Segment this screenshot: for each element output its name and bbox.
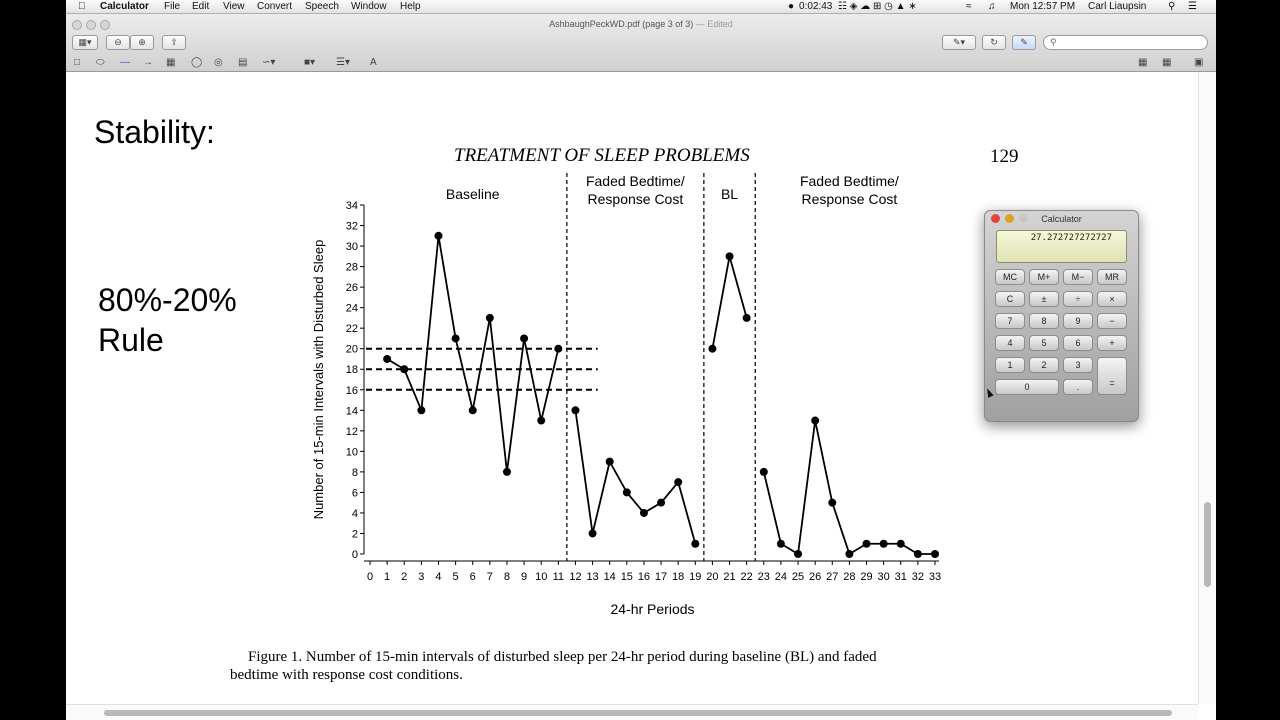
edited-indicator: — Edited (695, 19, 733, 29)
data-point (520, 334, 528, 342)
volume-icon[interactable]: ♫ (988, 1, 996, 12)
calc-key[interactable]: 1 (995, 357, 1025, 373)
calc-key[interactable]: 9 (1063, 313, 1093, 329)
calc-key[interactable]: 3 (1063, 357, 1093, 373)
search-input[interactable] (1043, 35, 1208, 50)
data-point (931, 550, 939, 558)
menu-speech[interactable]: Speech (305, 1, 339, 12)
text-selection-icon[interactable]: ▦ (1138, 57, 1148, 68)
x-tick-label: 33 (928, 571, 942, 583)
data-point (828, 499, 836, 507)
horizontal-scroll-thumb[interactable] (104, 710, 1172, 716)
caption-line-2: bedtime with response cost conditions. (230, 667, 463, 683)
x-tick-label: 5 (452, 571, 459, 583)
text-box-tool-icon[interactable]: ▦ (166, 57, 176, 68)
calc-key[interactable]: ± (1029, 291, 1059, 307)
status-icons[interactable]: ☷ ◈ ☁ ⊞ ◷ ▲ ∗ (838, 1, 917, 12)
window-titlebar (66, 14, 1216, 72)
note-tool-icon[interactable]: ▤ (238, 57, 248, 68)
pdf-page (66, 72, 1198, 704)
x-tick-label: 29 (860, 571, 873, 583)
menu-convert[interactable]: Convert (257, 1, 293, 12)
line-style-tool-icon[interactable]: ☰▾ (336, 57, 350, 68)
x-tick-label: 4 (435, 571, 442, 583)
y-tick-label: 26 (345, 282, 358, 295)
x-tick-label: 7 (486, 571, 493, 583)
rotate-button[interactable]: ↻ (982, 35, 1006, 50)
data-point (674, 478, 682, 486)
data-point (589, 529, 597, 537)
data-point (897, 540, 905, 548)
vertical-scrollbar[interactable] (1198, 72, 1216, 704)
menu-edit[interactable]: Edit (192, 1, 210, 12)
arrow-tool-icon[interactable]: → (143, 57, 153, 68)
data-point (845, 550, 853, 558)
data-point (914, 550, 922, 558)
data-point (417, 406, 425, 414)
menubar-clock[interactable]: Mon 12:57 PM (1010, 1, 1076, 12)
calculator-window[interactable] (984, 210, 1139, 422)
x-tick-label: 20 (706, 571, 719, 583)
rule-label: Rule (98, 322, 164, 358)
spotlight-icon[interactable]: ⚲ (1168, 1, 1176, 12)
x-tick-label: 14 (603, 571, 616, 583)
figure-heading: TREATMENT OF SLEEP PROBLEMS (454, 145, 750, 166)
calc-key[interactable]: 5 (1029, 335, 1059, 351)
speech-bubble-tool-icon[interactable]: ◯ (191, 57, 203, 68)
calc-key[interactable]: 0 (995, 379, 1059, 395)
markup-pen-button[interactable]: ✎▾ (942, 35, 976, 50)
calc-key[interactable]: − (1097, 313, 1127, 329)
y-tick-label: 20 (345, 343, 358, 356)
data-point (571, 406, 579, 414)
phase-label: Response Cost (587, 191, 684, 207)
x-tick-label: 26 (809, 571, 822, 583)
phase-label: Faded Bedtime/ (585, 173, 685, 189)
caption-line-1: Figure 1. Number of 15-min intervals of disturbed sleep per 24-hr period during baseline (BL) and faded (248, 649, 877, 665)
x-tick-label: 12 (569, 571, 582, 583)
calc-title: Calculator (1041, 214, 1082, 224)
rectangular-selection-icon[interactable]: ▦ (1162, 57, 1172, 68)
data-point (657, 499, 665, 507)
y-tick-label: 28 (345, 261, 358, 274)
y-tick-label: 16 (345, 384, 358, 397)
x-tick-label: 27 (826, 571, 839, 583)
y-tick-label: 22 (345, 323, 358, 336)
calc-key[interactable]: . (1063, 379, 1093, 395)
data-point (434, 232, 442, 240)
data-point (863, 540, 871, 548)
x-tick-label: 10 (535, 571, 548, 583)
data-point (452, 334, 460, 342)
x-tick-label: 21 (723, 571, 736, 583)
menu-bar (66, 0, 1216, 14)
menu-file[interactable]: File (164, 1, 181, 12)
x-axis-title: 24-hr Periods (610, 601, 695, 617)
calc-key[interactable]: 2 (1029, 357, 1059, 373)
series-line (764, 421, 935, 554)
recording-icon[interactable]: ● (788, 1, 795, 12)
y-tick-label: 24 (345, 302, 358, 315)
x-tick-label: 15 (620, 571, 633, 583)
x-tick-label: 23 (757, 571, 770, 583)
data-point (503, 468, 511, 476)
markup-toolbar-button[interactable]: ✎ (1012, 35, 1036, 50)
slide-title: Stability: (94, 114, 215, 150)
data-point (880, 540, 888, 548)
y-tick-label: 10 (345, 446, 358, 459)
recording-time: 0:02:43 (799, 1, 833, 12)
oval-tool-icon[interactable]: ⬭ (96, 57, 105, 68)
x-tick-label: 18 (672, 571, 685, 583)
series-line (387, 236, 558, 472)
y-tick-label: 34 (345, 200, 358, 212)
calc-key[interactable]: M+ (1029, 269, 1059, 285)
data-point (691, 540, 699, 548)
calc-display: 27.272727272727 (996, 230, 1127, 263)
data-point (469, 406, 477, 414)
calc-key[interactable]: + (1097, 335, 1127, 351)
loupe-tool-icon[interactable]: ◎ (214, 57, 223, 68)
calc-key[interactable]: MR (1097, 269, 1127, 285)
wifi-icon[interactable]: ≈ (966, 1, 972, 12)
calc-key[interactable]: M− (1063, 269, 1093, 285)
notification-center-icon[interactable]: ☰ (1188, 1, 1197, 12)
calc-key[interactable]: 8 (1029, 313, 1059, 329)
data-point (537, 417, 545, 425)
sidebar-toggle-button[interactable]: ▦▾ (72, 35, 98, 50)
x-tick-label: 6 (469, 571, 476, 583)
y-tick-label: 8 (351, 466, 358, 479)
calc-key[interactable]: 4 (995, 335, 1025, 351)
x-tick-label: 31 (894, 571, 907, 583)
menu-window[interactable]: Window (351, 1, 387, 12)
phase-label: Response Cost (801, 191, 898, 207)
zoom-in-button[interactable]: ⊕ (130, 35, 154, 50)
document-title (66, 19, 1216, 29)
share-button[interactable]: ⇧ (162, 35, 186, 50)
x-tick-label: 25 (791, 571, 805, 583)
x-tick-label: 24 (774, 571, 788, 583)
y-tick-label: 6 (351, 487, 358, 500)
y-tick-label: 30 (345, 241, 358, 254)
x-tick-label: 8 (503, 571, 511, 583)
series-line (712, 256, 746, 348)
x-tick-label: 28 (843, 571, 856, 583)
calc-key[interactable]: C (995, 291, 1025, 307)
x-tick-label: 22 (740, 571, 753, 583)
calc-key[interactable]: = (1097, 357, 1127, 395)
x-tick-label: 0 (366, 571, 374, 583)
y-tick-label: 14 (345, 405, 358, 418)
menubar-user[interactable]: Carl Liaupsin (1088, 1, 1147, 12)
data-point (383, 355, 391, 363)
y-tick-label: 2 (351, 528, 358, 541)
data-point (606, 458, 614, 466)
apple-icon[interactable] (78, 1, 86, 12)
phase-label: BL (720, 186, 739, 202)
menu-app-name[interactable]: Calculator (100, 1, 149, 12)
color-tool-icon[interactable]: ■▾ (304, 57, 316, 68)
x-tick-label: 13 (586, 571, 599, 583)
vertical-scroll-thumb[interactable] (1204, 502, 1211, 587)
search-icon: ⚲ (1050, 37, 1057, 47)
font-tool-icon[interactable]: A (370, 57, 377, 68)
phase-label: Faded Bedtime/ (799, 173, 899, 189)
x-tick-label: 2 (401, 571, 408, 583)
x-tick-label: 32 (911, 571, 925, 583)
figure-caption (230, 648, 877, 684)
menu-help[interactable]: Help (400, 1, 421, 12)
document-filename: AshbaughPeckWD.pdf (page 3 of 3) (549, 19, 694, 29)
y-tick-label: 18 (345, 364, 358, 377)
x-tick-label: 17 (654, 571, 668, 583)
calc-key[interactable]: MC (995, 269, 1025, 285)
x-tick-label: 3 (418, 571, 425, 583)
calc-key[interactable]: × (1097, 291, 1127, 307)
series-line (575, 410, 695, 543)
data-point (777, 540, 785, 548)
calc-key[interactable]: ÷ (1063, 291, 1093, 307)
calc-key[interactable]: 6 (1063, 335, 1093, 351)
calc-key[interactable]: 7 (995, 313, 1025, 329)
x-tick-label: 1 (384, 571, 391, 583)
data-point (794, 550, 802, 558)
y-tick-label: 12 (345, 425, 358, 438)
data-point (486, 314, 494, 322)
x-tick-label: 19 (689, 571, 702, 583)
y-tick-label: 32 (345, 220, 358, 233)
phase-label: Baseline (445, 186, 500, 202)
data-point (623, 488, 631, 496)
data-point (726, 252, 734, 260)
data-point (708, 345, 716, 353)
page-number: 129 (990, 146, 1019, 167)
x-tick-label: 16 (637, 571, 651, 583)
rectangle-tool-icon[interactable]: □ (74, 57, 81, 68)
crop-tool-icon[interactable]: ▣ (1194, 57, 1204, 68)
data-point (554, 345, 562, 353)
x-tick-label: 11 (552, 571, 565, 583)
y-axis-title: Number of 15-min Intervals with Disturbed Sleep (311, 239, 326, 520)
signature-tool-icon[interactable]: ∽▾ (262, 57, 276, 68)
x-tick-label: 30 (877, 571, 890, 583)
data-point (760, 468, 768, 476)
preview-window (66, 14, 1216, 720)
horizontal-scrollbar[interactable] (66, 704, 1198, 720)
data-point (400, 365, 408, 373)
y-tick-label: 4 (351, 507, 358, 520)
line-tool-icon[interactable]: — (120, 57, 130, 68)
data-point (640, 509, 648, 517)
rule-percent: 80%-20% (98, 282, 237, 318)
data-point (743, 314, 751, 322)
data-point (811, 417, 819, 425)
zoom-out-button[interactable]: ⊖ (106, 35, 130, 50)
x-tick-label: 9 (521, 571, 528, 583)
y-tick-label: 0 (351, 549, 358, 561)
menu-view[interactable]: View (223, 1, 245, 12)
